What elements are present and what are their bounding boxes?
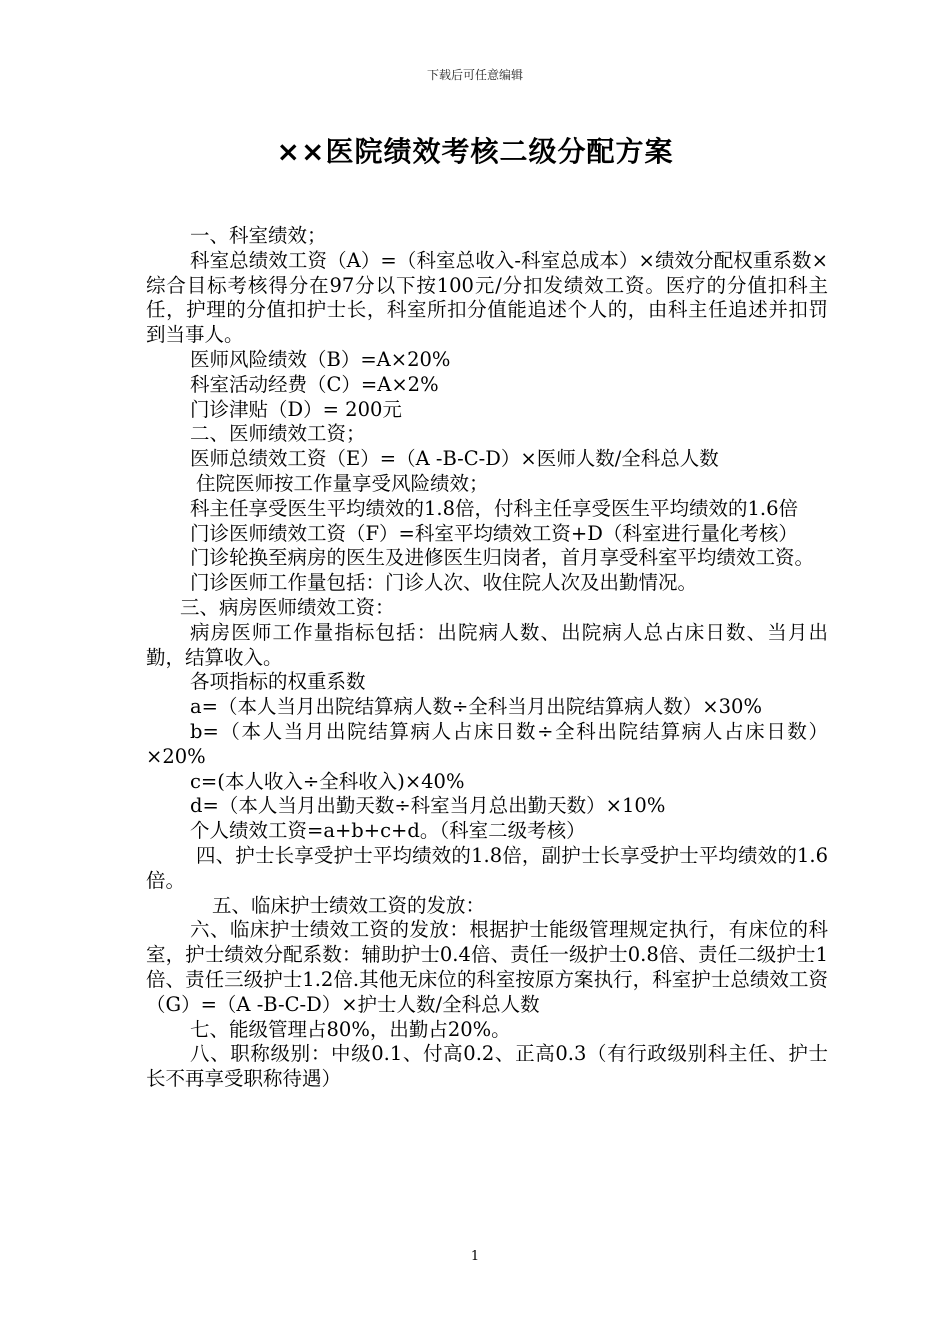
paragraph-section-2-heading: 二、医师绩效工资； <box>190 422 366 446</box>
paragraph-formula-b: b=（本人当月出院结算病人占床日数÷全科出院结算病人占床日数）×20% <box>146 719 828 768</box>
paragraph-risk-bonus: 医师风险绩效（B）=A×20% <box>190 347 451 371</box>
paragraph-dept-total-salary: 科室总绩效工资（A）=（科室总收入-科室总成本）×绩效分配权重系数×综合目标考核得分在97分以下按100元/分扣发绩效工资。医疗的分值扣科主任，护理的分值扣护士长，科室所扣分值能追述个人的，由科主任追述并扣罚到当事人。 <box>146 248 828 347</box>
paragraph-outpatient-physician-salary: 门诊医师绩效工资（F）=科室平均绩效工资+D（科室进行量化考核） <box>190 521 798 545</box>
paragraph-section-7: 七、能级管理占80%，出勤占20%。 <box>190 1017 511 1041</box>
paragraph-inpatient-physician: 住院医师按工作量享受风险绩效； <box>196 471 489 495</box>
paragraph-rotation: 门诊轮换至病房的医生及进修医生归岗者，首月享受科室平均绩效工资。 <box>190 546 815 570</box>
paragraph-section-6: 六、临床护士绩效工资的发放：根据护士能级管理规定执行，有床位的科室，护士绩效分配系数：辅助护士0.4倍、责任一级护士0.8倍、责任二级护士1倍、责任三级护士1.2倍.其他无床位的科室按原方案执行，科室护士总绩效工资（G）=（A -B-C-D）×护士人数/全科总人数 <box>146 918 828 1016</box>
page-number: 1 <box>470 1249 480 1264</box>
paragraph-ward-workload: 病房医师工作量指标包括：出院病人数、出院病人总占床日数、当月出勤，结算收入。 <box>146 620 828 669</box>
paragraph-personal-salary: 个人绩效工资=a+b+c+d。（科室二级考核） <box>190 819 586 843</box>
paragraph-outpatient-allowance: 门诊津贴（D）= 200元 <box>190 397 402 421</box>
document-body <box>146 224 828 1092</box>
paragraph-formula-a: a=（本人当月出院结算病人数÷全科当月出院结算病人数）×30% <box>190 695 762 719</box>
paragraph-section-3-heading: 三、病房医师绩效工资： <box>180 595 395 619</box>
paragraph-section-5: 五、临床护士绩效工资的发放： <box>212 893 486 917</box>
paragraph-director-bonus: 科主任享受医生平均绩效的1.8倍，付科主任享受医生平均绩效的1.6倍 <box>190 496 799 520</box>
paragraph-activity-fund: 科室活动经费（C）=A×2% <box>190 372 439 396</box>
paragraph-section-8: 八、职称级别：中级0.1、付高0.2、正高0.3（有行政级别科主任、护士长不再享受职称待遇） <box>146 1042 828 1091</box>
paragraph-outpatient-workload: 门诊医师工作量包括：门诊人次、收住院人次及出勤情况。 <box>190 571 698 595</box>
page-header-note: 下载后可任意编辑 <box>426 68 523 82</box>
paragraph-formula-c: c=(本人收入÷全科收入)×40% <box>190 769 465 793</box>
paragraph-section-1-heading: 一、科室绩效； <box>190 224 327 247</box>
paragraph-formula-d: d=（本人当月出勤天数÷科室当月总出勤天数）×10% <box>190 794 666 818</box>
paragraph-section-4: 四、护士长享受护士平均绩效的1.8倍，副护士长享受护士平均绩效的1.6倍。 <box>146 843 828 892</box>
paragraph-physician-total-salary: 医师总绩效工资（E）=（A -B-C-D）×医师人数/全科总人数 <box>190 447 719 471</box>
paragraph-weight-coefficients: 各项指标的权重系数 <box>190 670 366 694</box>
document-title: ××医院绩效考核二级分配方案 <box>276 135 674 168</box>
